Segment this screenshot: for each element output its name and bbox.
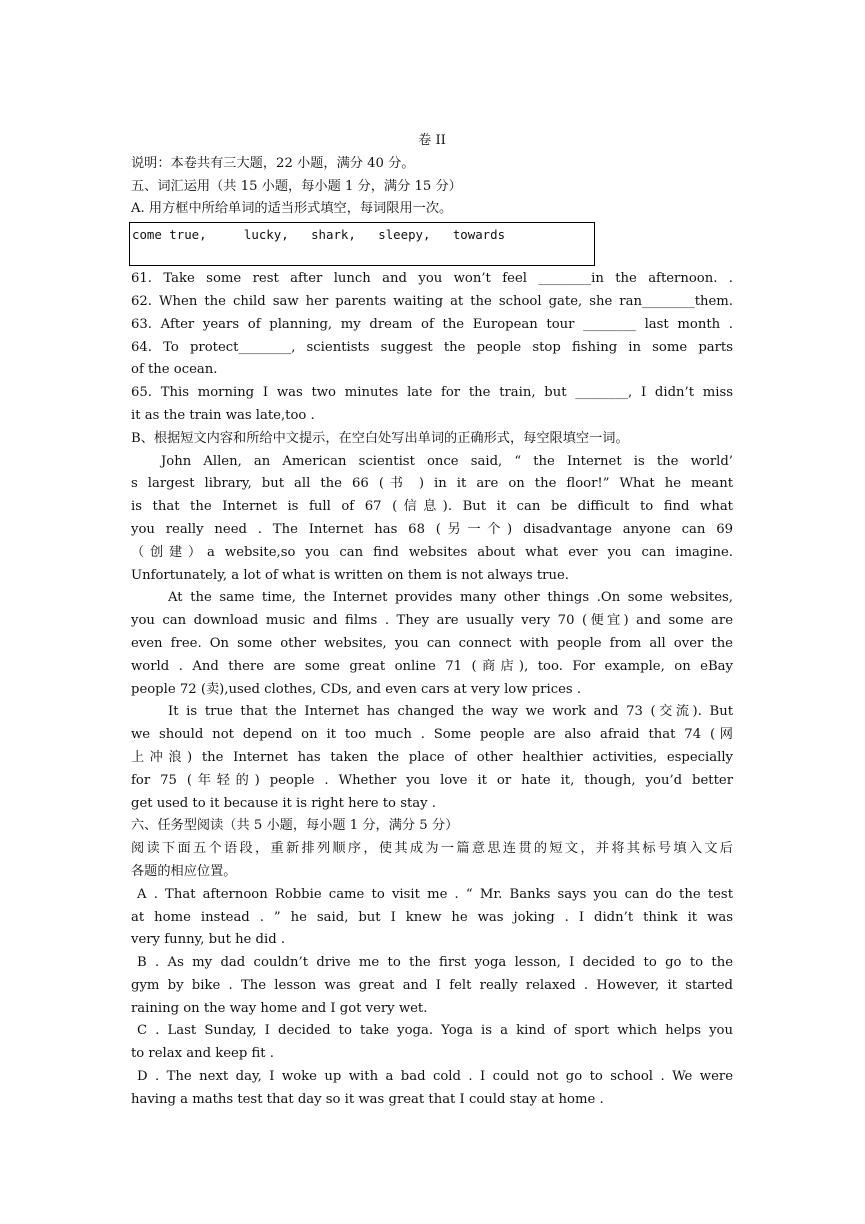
question-65-line1: 65. This morning I was two minutes late for the train, but ________, I didn’t miss [131,385,733,401]
passage-p1-line4: you really need . The Internet has 68 (另一个) disadvantage anyone can 69 [131,521,733,537]
word-shark: shark, [311,227,356,243]
partB-instruction: B、根据短文内容和所给中文提示，在空白处写出单词的正确形式，每空限填空一词。 [131,430,629,446]
paragraph-b-line2: gym by bike . The lesson was great and I felt really relaxed . However, it started [131,977,733,993]
word-box [129,222,595,266]
page-content [131,130,733,1112]
word-sleepy: sleepy, [378,227,431,243]
word-towards: towards [452,227,506,243]
partA-instruction: A. 用方框中所给单词的适当形式填空，每词限用一次。 [131,201,453,217]
passage-p2-line3: even free. On some other websites, you can connect with people from all over the [131,635,733,651]
question-64-line1: 64. To protect________, scientists suggest the people stop fishing in some parts [131,339,733,355]
question-65-line2: it as the train was late,too . [131,407,315,423]
question-63: 63. After years of planning, my dream of the European tour ________ last month . [131,316,733,332]
paragraph-a-line2: at home instead . ” he said, but I knew he was joking . I didn’t think it was [131,909,733,925]
paragraph-a-line3: very funny, but he did . [131,932,286,948]
word-lucky: lucky, [243,227,289,243]
paragraph-b-line1: B . As my dad couldn’t drive me to the first yoga lesson, I decided to go to the [137,955,733,971]
passage-p3-line1: It is true that the Internet has changed the way we work and 73 (交流). But [168,704,733,720]
section6-instruction-line1: 阅读下面五个语段，重新排列顺序，使其成为一篇意思连贯的短文，并将其标号填入文后 [131,841,733,857]
passage-p1-line3: is that the Internet is full of 67 (信息). But it can be difficult to find what [131,499,733,515]
paragraph-c-line1: C . Last Sunday, I decided to take yoga. Yoga is a kind of sport which helps you [137,1023,733,1039]
passage-p2-line2: you can download music and films . They are usually very 70 (便宜) and some are [131,613,733,629]
passage-p3-line5: get used to it because it is right here to stay . [131,795,436,811]
passage-p3-line3: 上冲浪) the Internet has taken the place of other healthier activities, especially [131,749,733,765]
passage-p1-line2: s largest library, but all the 66 (书 ) in it are on the floor!” What he meant [131,476,733,492]
question-64-line2: of the ocean. [131,362,218,378]
paragraph-b-line3: raining on the way home and I got very wet. [131,1000,428,1016]
page-title: 卷 II [418,133,446,148]
passage-p2-line5: people 72 (卖),used clothes, CDs, and even cars at very low prices . [131,681,582,697]
paragraph-d-line1: D . The next day, I woke up with a bad cold . I could not go to school . We were [137,1069,733,1085]
paragraph-a-line1: A . That afternoon Robbie came to visit me . “ Mr. Banks says you can do the test [137,886,733,902]
section6-instruction-line2: 各题的相应位置。 [131,863,237,879]
passage-p2-line1: At the same time, the Internet provides many other things .On some websites, [168,590,733,606]
question-62: 62. When the child saw her parents waiting at the school gate, she ran________them. [131,293,733,309]
paragraph-c-line2: to relax and keep fit . [131,1046,274,1062]
paragraph-d-line2: having a maths test that day so it was great that I could stay at home . [131,1091,604,1107]
question-61: 61. Take some rest after lunch and you won’t feel ________in the afternoon. . [131,271,733,287]
passage-p3-line2: we should not depend on it too much . Some people are also afraid that 74 (网 [131,727,733,743]
passage-p3-line4: for 75 (年轻的) people . Whether you love it or hate it, though, you’d better [131,772,733,788]
section6-heading: 六、任务型阅读（共 5 小题，每小题 1 分，满分 5 分） [131,818,459,834]
passage-p2-line4: world . And there are some great online 71 (商店), too. For example, on eBay [131,658,733,674]
passage-p1-line5: （创建）a website,so you can find websites about what ever you can imagine. [131,544,733,560]
passage-p1-line6: Unfortunately, a lot of what is written on them is not always true. [131,567,569,583]
section5-heading: 五、词汇运用（共 15 小题，每小题 1 分，满分 15 分） [131,178,462,194]
word-come-true: come true, [132,227,207,243]
passage-p1-line1: John Allen, an American scientist once said, “ the Internet is the world’ [161,453,733,469]
volume-note: 说明：本卷共有三大题，22 小题，满分 40 分。 [131,155,415,171]
